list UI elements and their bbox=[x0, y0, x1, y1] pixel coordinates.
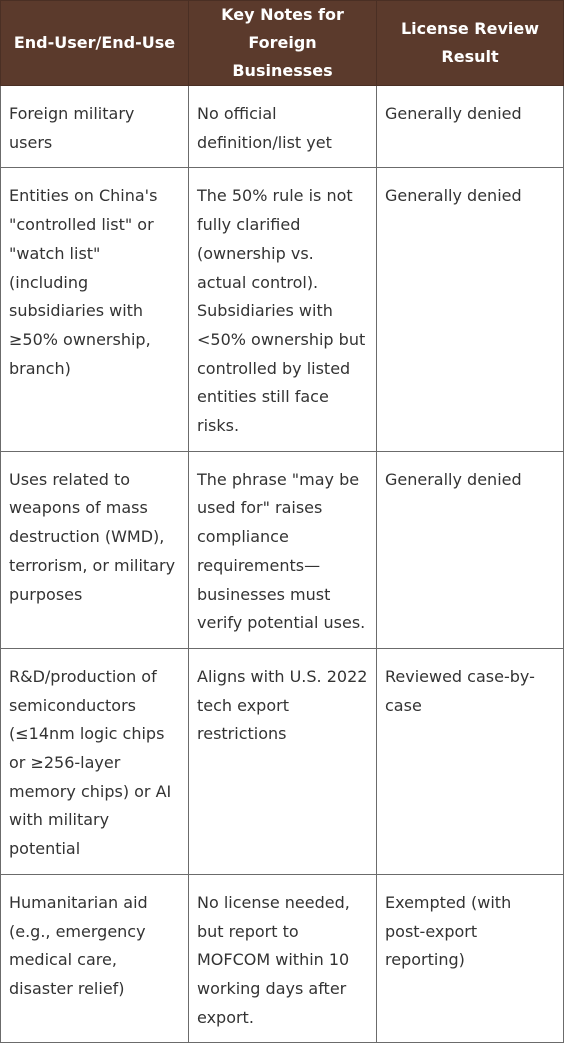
cell-key-notes: No license needed, but report to MOFCOM within 10 working days after export. bbox=[189, 874, 377, 1043]
header-row bbox=[1, 1, 564, 86]
table-row bbox=[1, 86, 564, 168]
cell-key-notes: The 50% rule is not fully clarified (ownership vs. actual control). Subsidiaries with <50% ownership but controlled by listed entities still face risks. bbox=[189, 168, 377, 451]
header-key-notes: Key Notes for Foreign Businesses bbox=[189, 1, 377, 86]
table-body bbox=[1, 86, 564, 1043]
header-end-use: End-User/End-Use bbox=[1, 1, 189, 86]
table-row bbox=[1, 168, 564, 451]
cell-key-notes: No official definition/list yet bbox=[189, 86, 377, 168]
cell-end-use: Humanitarian aid (e.g., emergency medical care, disaster relief) bbox=[1, 874, 189, 1043]
cell-license-result: Reviewed case-by-case bbox=[377, 648, 564, 874]
cell-license-result: Exempted (with post-export reporting) bbox=[377, 874, 564, 1043]
table-row bbox=[1, 874, 564, 1043]
cell-end-use: R&D/production of semiconductors (≤14nm logic chips or ≥256-layer memory chips) or AI with military potential bbox=[1, 648, 189, 874]
cell-end-use: Uses related to weapons of mass destruction (WMD), terrorism, or military purposes bbox=[1, 451, 189, 648]
table-row bbox=[1, 451, 564, 648]
cell-license-result: Generally denied bbox=[377, 451, 564, 648]
cell-license-result: Generally denied bbox=[377, 168, 564, 451]
cell-end-use: Entities on China's "controlled list" or "watch list" (including subsidiaries with ≥50% ownership, branch) bbox=[1, 168, 189, 451]
table-row bbox=[1, 648, 564, 874]
cell-end-use: Foreign military users bbox=[1, 86, 189, 168]
cell-key-notes: Aligns with U.S. 2022 tech export restrictions bbox=[189, 648, 377, 874]
cell-key-notes: The phrase "may be used for" raises compliance requirements—businesses must verify potential uses. bbox=[189, 451, 377, 648]
table-header bbox=[1, 1, 564, 86]
cell-license-result: Generally denied bbox=[377, 86, 564, 168]
header-license-result: License Review Result bbox=[377, 1, 564, 86]
